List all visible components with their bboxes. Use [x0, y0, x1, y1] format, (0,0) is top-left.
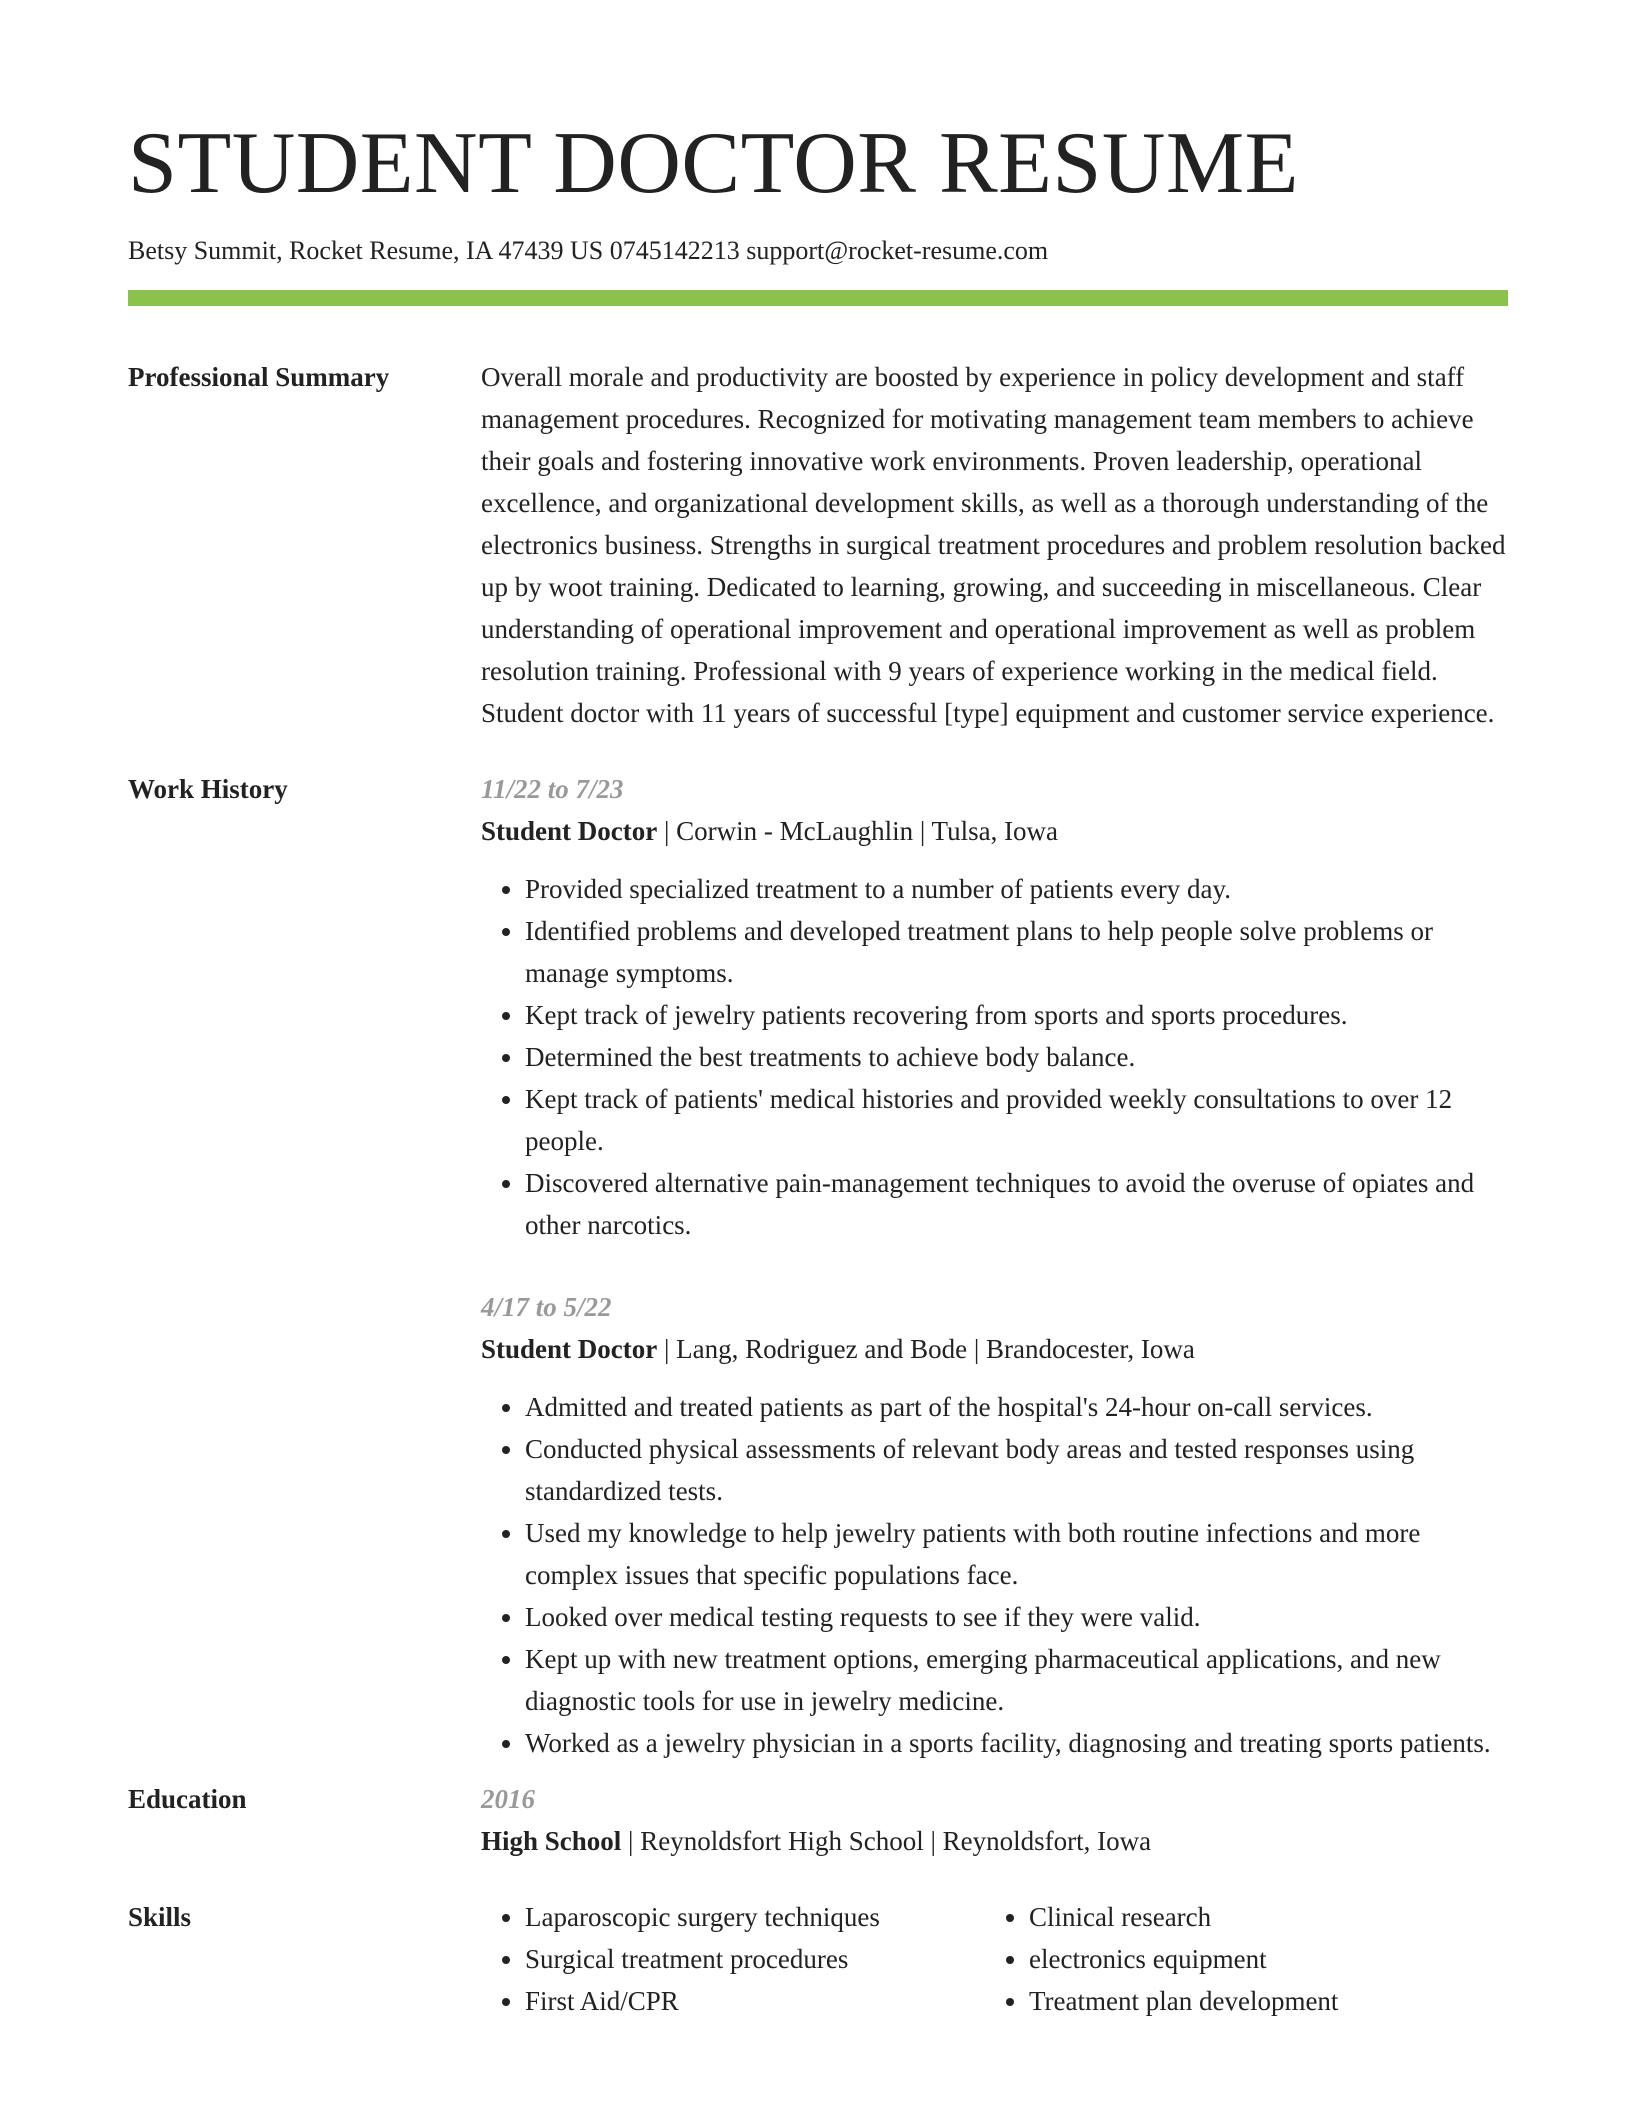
education-date: 2016	[481, 1783, 535, 1814]
list-item: • Kept up with new treatment options, emerging pharmaceutical applications, and new diagnostic tools for use in jewelry medicine.	[525, 1638, 1508, 1722]
job-details: | Corwin - McLaughlin | Tulsa, Iowa	[657, 815, 1059, 846]
job-title-line	[481, 1328, 1508, 1370]
job-bullets	[481, 1386, 1508, 1764]
list-item: • Worked as a jewelry physician in a sports facility, diagnosing and treating sports patients.	[525, 1722, 1508, 1764]
job-entry	[481, 768, 1508, 1246]
job-role: Student Doctor	[481, 815, 658, 846]
list-item: • Used my knowledge to help jewelry patients with both routine infections and more complex issues that specific populations face.	[525, 1512, 1508, 1596]
summary-section	[128, 356, 1508, 734]
list-item: • Determined the best treatments to achieve body balance.	[525, 1036, 1508, 1078]
section-label-skills: Skills	[128, 1901, 192, 1932]
section-label-education: Education	[128, 1783, 247, 1814]
contact-line: Betsy Summit, Rocket Resume, IA 47439 US 0745142213 support@rocket-resume.com	[128, 236, 1049, 265]
list-item: • Provided specialized treatment to a number of patients every day.	[525, 868, 1508, 910]
job-title-line	[481, 810, 1508, 852]
list-item: • Kept track of jewelry patients recovering from sports and sports procedures.	[525, 994, 1508, 1036]
education-degree: High School	[481, 1825, 622, 1856]
education-section	[128, 1778, 1508, 1862]
skills-body	[481, 1896, 1508, 2022]
skill-item: • Clinical research	[1029, 1896, 1489, 1938]
job-bullets	[481, 868, 1508, 1246]
education-line	[481, 1820, 1508, 1862]
list-item: • Conducted physical assessments of relevant body areas and tested responses using standardized tests.	[525, 1428, 1508, 1512]
work-history-section	[128, 768, 1508, 1764]
job-role: Student Doctor	[481, 1333, 658, 1364]
education-body	[481, 1778, 1508, 1862]
resume-title: STUDENT DOCTOR RESUME	[128, 115, 1299, 212]
skill-item: • Surgical treatment procedures	[525, 1938, 985, 1980]
list-item: • Admitted and treated patients as part of the hospital's 24-hour on-call services.	[525, 1386, 1508, 1428]
list-item: • Kept track of patients' medical histories and provided weekly consultations to over 12 people.	[525, 1078, 1508, 1162]
job-details: | Lang, Rodriguez and Bode | Brandocester, Iowa	[657, 1333, 1195, 1364]
skills-list-right	[985, 1896, 1489, 2022]
skill-item: • First Aid/CPR	[525, 1980, 985, 2022]
skills-grid	[481, 1896, 1508, 2022]
work-history-body	[481, 768, 1508, 1764]
list-item: • Identified problems and developed treatment plans to help people solve problems or manage symptoms.	[525, 910, 1508, 994]
header-divider	[128, 290, 1508, 306]
skill-item: • Laparoscopic surgery techniques	[525, 1896, 985, 1938]
job-dates: 4/17 to 5/22	[481, 1291, 612, 1322]
list-item: • Discovered alternative pain-management techniques to avoid the overuse of opiates and other narcotics.	[525, 1162, 1508, 1246]
list-item: • Looked over medical testing requests to see if they were valid.	[525, 1596, 1508, 1638]
education-details: | Reynoldsfort High School | Reynoldsfort, Iowa	[621, 1825, 1152, 1856]
summary-text: Overall morale and productivity are boosted by experience in policy development and staff management procedures. Recognized for motivating management team members to achieve their goals and fostering innovative work environments. Proven leadership, operational excellence, and organizational development skills, as well as a thorough understanding of the electronics business. Strengths in surgical treatment procedures and problem resolution backed up by woot training. Dedicated to learning, growing, and succeeding in miscellaneous. Clear understanding of operational improvement and operational improvement as well as problem resolution training. Professional with 9 years of experience working in the medical field. Student doctor with 11 years of successful [type] equipment and customer service experience.	[481, 361, 1506, 728]
skill-item: • electronics equipment	[1029, 1938, 1489, 1980]
job-dates: 11/22 to 7/23	[481, 773, 624, 804]
skill-item: • Treatment plan development	[1029, 1980, 1489, 2022]
skills-section	[128, 1896, 1508, 2022]
section-label-summary: Professional Summary	[128, 361, 390, 392]
skills-list-left	[481, 1896, 985, 2022]
section-label-work: Work History	[128, 773, 288, 804]
job-entry	[481, 1286, 1508, 1764]
